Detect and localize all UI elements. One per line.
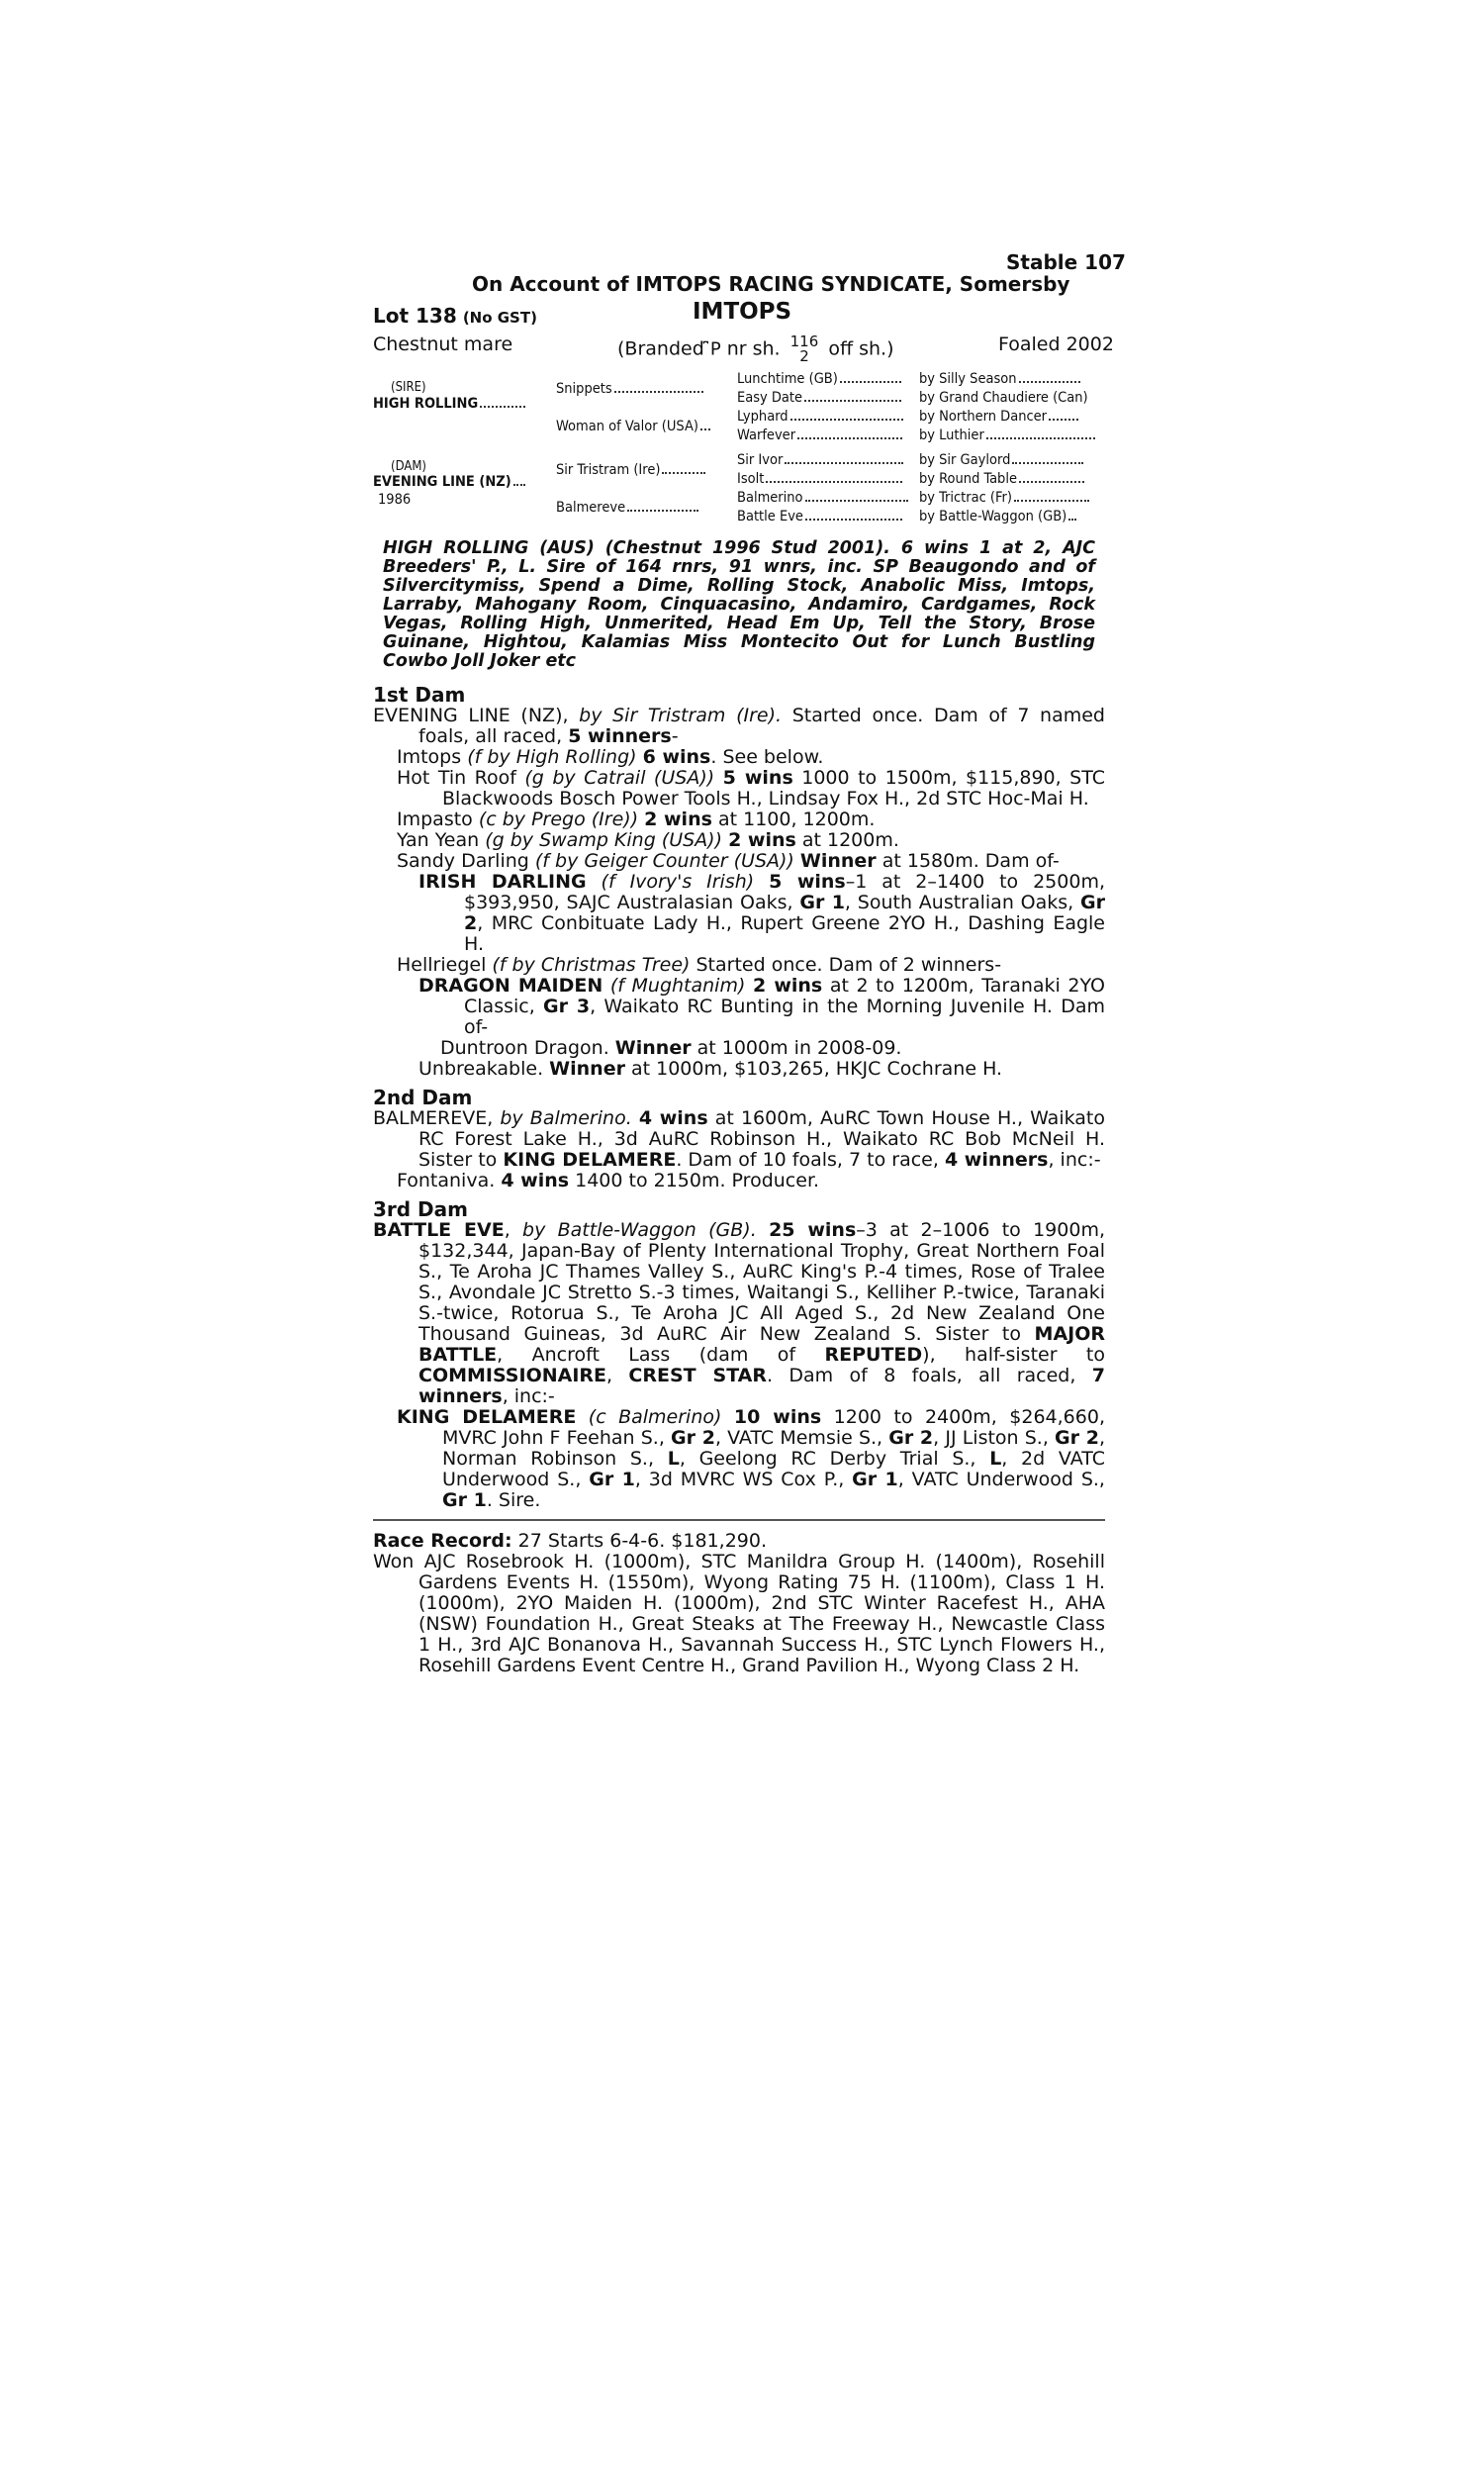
third-dam-rest5: , inc:-	[502, 1385, 555, 1407]
g3-2-dots	[804, 400, 901, 402]
second-dam-text	[373, 1108, 1105, 1171]
king-rest8: , VATC Underwood S.,	[897, 1469, 1105, 1490]
colour-sex: Chestnut mare	[373, 333, 513, 355]
g2-1-text: Snippets	[556, 381, 612, 397]
hot-name: Hot Tin Roof	[397, 767, 516, 789]
g3-4	[737, 426, 902, 446]
second-dam-rest1: at 1600m, AuRC Town House H., Waikato RC Forest Lake H., 3d AuRC Robinson H., Waikato RC Bob McNeil H. Sister to	[418, 1107, 1105, 1171]
dragon-by: (f Mughtanim)	[609, 975, 746, 997]
dragon-gr3: Gr 3	[543, 996, 591, 1017]
stable-number: Stable 107	[1006, 250, 1126, 274]
g4-3	[919, 407, 1078, 428]
second-dam-winners: 4 winners	[944, 1149, 1049, 1171]
king-rest3: , JJ Liston S.,	[933, 1427, 1049, 1449]
sire-notes: HIGH ROLLING (AUS) (Chestnut 1996 Stud 2001). 6 wins 1 at 2, AJC Breeders' P., L. Sire of 164 rnrs, 91 wnrs, inc. SP Beaugondo and of Silvercitymiss, Spend a Dime, Rolling Stock, Anabolic Miss, Imtops, Larraby, Mahogany Room, Cinquacasino, Andamiro, Cardgames, Rock Vegas, Rolling High, Unmerited, Head Em Up, Tell the Story, Brose Guinane, Hightou, Kalamias Miss Montecito Out for Lunch Bustling Cowbo Joll Joker etc	[383, 538, 1095, 671]
king-name: KING DELAMERE	[397, 1406, 577, 1428]
g2-2-dots	[700, 428, 710, 430]
irish-by: (f Ivory's Irish)	[601, 871, 755, 893]
g3-3-dots	[790, 419, 903, 421]
king-gr1a: Gr 1	[589, 1469, 635, 1490]
second-dam-sister: KING DELAMERE	[503, 1149, 677, 1171]
king-rest1: 1200 to 2400m, $264,660, MVRC John F Feehan S.,	[442, 1406, 1105, 1449]
sire-text: HIGH ROLLING	[373, 396, 479, 412]
vendor-line: On Account of IMTOPS RACING SYNDICATE, Somersby	[472, 272, 1070, 296]
g4-5-dots	[1012, 462, 1083, 464]
third-dam-rest1: –3 at 2–1006 to 1900m, $132,344, Japan-Bay of Plenty International Trophy, Great Northern Foal S., Te Aroha JC Thames Valley S., AuRC King's P.-4 times, Rose of Tralee S., Avondale JC Stretto S.-3 times, Waitangi S., Kelliher P.-twice, Taranaki S.-twice, Rotorua S., Te Aroha JC All Aged S., 2d New Zealand One Thousand Guineas, 3d AuRC Air New Zealand S. Sister to	[418, 1219, 1105, 1345]
brand-num-top: 116	[789, 333, 819, 350]
g3-1	[737, 369, 901, 390]
second-dam-heading: 2nd Dam	[373, 1086, 473, 1109]
unbreak-name: Unbreakable.	[418, 1058, 544, 1080]
g4-1-dots	[1019, 381, 1080, 383]
race-record-stats: 27 Starts 6-4-6. $181,290.	[517, 1530, 767, 1552]
g2-3	[556, 460, 705, 481]
hot-wins: 5 wins	[722, 767, 793, 789]
g3-8-text: Battle Eve	[737, 509, 803, 524]
g3-5	[737, 450, 903, 471]
irish-gr1: Gr 1	[799, 892, 845, 913]
third-dam-wins: 25 wins	[769, 1219, 857, 1241]
g3-4-text: Warfever	[737, 428, 796, 443]
imtops-name: Imtops	[397, 746, 462, 768]
third-dam-major: MAJOR BATTLE	[418, 1323, 1105, 1366]
dam-dots	[513, 484, 525, 486]
foal-hellriegel	[373, 955, 1105, 976]
brand-open: (Branded	[617, 337, 704, 360]
third-dam-heading: 3rd Dam	[373, 1197, 468, 1221]
g3-3	[737, 407, 903, 428]
king-rest6: , 2d VATC Underwood S.,	[442, 1448, 1105, 1490]
g4-4	[919, 426, 1095, 446]
third-dam-rest4: . Dam of 8 foals, all raced,	[767, 1365, 1076, 1386]
g4-3-dots	[1049, 419, 1078, 421]
g4-6-text: by Round Table	[919, 471, 1017, 487]
foal-imtops	[373, 747, 1105, 768]
first-dam-heading: 1st Dam	[373, 683, 466, 707]
second-dam-name: BALMEREVE,	[373, 1107, 494, 1129]
g2-2	[556, 417, 710, 437]
brand-num-bottom: 2	[799, 347, 809, 365]
king-wins: 10 wins	[733, 1406, 822, 1428]
second-dam-wins: 4 wins	[638, 1107, 708, 1129]
third-dam-rest2: , Ancroft Lass (dam of	[497, 1344, 796, 1366]
duntroon-wins: Winner	[614, 1037, 692, 1059]
king-l2: L	[989, 1448, 1002, 1470]
king-rest2: , VATC Memsie S.,	[714, 1427, 883, 1449]
hell-name: Hellriegel	[397, 954, 487, 976]
g4-7-text: by Trictrac (Fr)	[919, 490, 1012, 506]
first-dam-name: EVENING LINE (NZ),	[373, 705, 569, 726]
impasto-wins: 2 wins	[644, 809, 712, 830]
unbreak-wins: Winner	[549, 1058, 625, 1080]
section-divider	[373, 1519, 1105, 1521]
king-gr2c: Gr 2	[1055, 1427, 1099, 1449]
g4-6	[919, 469, 1084, 490]
dragon-rest2: , Waikato RC Bunting in the Morning Juvenile H. Dam of-	[464, 996, 1105, 1038]
king-gr1b: Gr 1	[852, 1469, 898, 1490]
sire-dots	[480, 406, 525, 408]
foal-duntroon	[373, 1038, 1105, 1059]
yan-by: (g by Swamp King (USA))	[485, 829, 723, 851]
g3-1-text: Lunchtime (GB)	[737, 371, 838, 387]
dam-text: EVENING LINE (NZ)	[373, 474, 511, 490]
g3-2-text: Easy Date	[737, 390, 803, 406]
g4-1	[919, 369, 1080, 390]
g2-3-dots	[662, 472, 705, 474]
king-gr2b: Gr 2	[888, 1427, 934, 1449]
king-rest7: , 3d MVRC WS Cox P.,	[634, 1469, 845, 1490]
imtops-by: (f by High Rolling)	[467, 746, 637, 768]
impasto-by: (c by Prego (Ire))	[478, 809, 639, 830]
duntroon-name: Duntroon Dragon.	[440, 1037, 609, 1059]
dragon-name: DRAGON MAIDEN	[418, 975, 603, 997]
second-dam-rest3: , inc:-	[1048, 1149, 1101, 1171]
fontaniva-rest: 1400 to 2150m. Producer.	[575, 1170, 820, 1191]
king-rest5: , Geelong RC Derby Trial S.,	[679, 1448, 976, 1470]
king-rest4: , Norman Robinson S.,	[442, 1427, 1106, 1470]
hot-by: (g by Catrail (USA))	[524, 767, 715, 789]
second-dam-by: by Balmerino.	[500, 1107, 632, 1129]
race-record-summary	[373, 1531, 1105, 1552]
third-dam-crest: CREST STAR	[628, 1365, 768, 1386]
g2-2-text: Woman of Valor (USA)	[556, 419, 698, 434]
race-record-label: Race Record:	[373, 1530, 512, 1552]
brand-fraction	[790, 334, 819, 364]
fontaniva-name: Fontaniva.	[397, 1170, 496, 1191]
sandy-rest: at 1580m. Dam of-	[881, 850, 1060, 872]
king-l1: L	[667, 1448, 680, 1470]
sandy-by: (f by Geiger Counter (USA))	[534, 850, 794, 872]
foal-yan-yean	[373, 830, 1105, 851]
g2-4-text: Balmereve	[556, 500, 626, 516]
g4-2: by Grand Chaudiere (Can)	[919, 390, 1088, 406]
foal-irish-darling	[373, 872, 1105, 955]
king-rest9: . Sire.	[486, 1489, 541, 1511]
second-dam-rest2: . Dam of 10 foals, 7 to race,	[676, 1149, 939, 1171]
g3-1-dots	[840, 381, 901, 383]
g3-6	[737, 469, 902, 490]
gst-note: (No GST)	[462, 309, 537, 327]
hell-by: (f by Christmas Tree)	[492, 954, 691, 976]
g4-8-dots	[1068, 519, 1076, 521]
g4-8	[919, 507, 1076, 527]
g3-7-dots	[805, 500, 908, 502]
foal-dragon-maiden	[373, 976, 1105, 1038]
irish-rest1: –1 at 2–1400 to 2500m, $393,950, SAJC Australasian Oaks,	[464, 871, 1105, 913]
g4-7-dots	[1014, 500, 1089, 502]
g2-3-text: Sir Tristram (Ire)	[556, 462, 661, 478]
third-dam-rest3: ), half-sister to	[922, 1344, 1105, 1366]
brand-off: off sh.)	[828, 337, 894, 360]
impasto-rest: at 1100, 1200m.	[717, 809, 876, 830]
g2-4-dots	[627, 510, 698, 512]
g3-6-dots	[766, 481, 902, 483]
third-dam-comm: COMMISSIONAIRE	[418, 1365, 606, 1386]
g4-7	[919, 488, 1089, 509]
g3-4-dots	[797, 437, 902, 439]
king-by: (c Balmerino)	[588, 1406, 722, 1428]
fontaniva-wins: 4 wins	[501, 1170, 570, 1191]
g3-6-text: Isolt	[737, 471, 765, 487]
g4-1-text: by Silly Season	[919, 371, 1017, 387]
dragon-wins: 2 wins	[752, 975, 823, 997]
foaled-year: Foaled 2002	[998, 333, 1114, 355]
dragon-rest1: at 2 to 1200m, Taranaki 2YO Classic,	[464, 975, 1105, 1017]
g4-5	[919, 450, 1083, 471]
third-dam-by: by Battle-Waggon (GB).	[522, 1219, 757, 1241]
sandy-name: Sandy Darling	[397, 850, 529, 872]
third-dam-name: BATTLE EVE	[373, 1219, 505, 1241]
foal-sandy-darling	[373, 851, 1105, 872]
imtops-rest: . See below.	[710, 746, 824, 768]
irish-rest2: , South Australian Oaks,	[844, 892, 1074, 913]
race-record-wins: Won AJC Rosebrook H. (1000m), STC Manildra Group H. (1400m), Rosehill Gardens Events H. (1550m), Wyong Rating 75 H. (1100m), Class 1 H. (1000m), 2YO Maiden H. (1000m), 2nd STC Winter Racefest H., AHA (NSW) Foundation H., Great Steaks at The Freeway H., Newcastle Class 1 H., 3rd AJC Bonanova H., Savannah Success H., STC Lynch Flowers H., Rosehill Gardens Event Centre H., Grand Pavilion H., Wyong Class 2 H.	[373, 1551, 1105, 1676]
yan-rest: at 1200m.	[801, 829, 899, 851]
g2-1	[556, 379, 703, 400]
irish-gr2: Gr 2	[464, 892, 1105, 934]
g3-7	[737, 488, 908, 509]
foal-fontaniva	[373, 1171, 1105, 1191]
brand-mark: ͆P	[709, 338, 721, 360]
g4-4-dots	[986, 437, 1095, 439]
third-dam-reputed: REPUTED	[824, 1344, 923, 1366]
hot-rest: 1000 to 1500m, $115,890, STC Blackwoods Bosch Power Tools H., Lindsay Fox H., 2d STC Hoc-Mai H.	[442, 767, 1105, 809]
g4-4-text: by Luthier	[919, 428, 984, 443]
unbreak-rest: at 1000m, $103,265, HKJC Cochrane H.	[631, 1058, 1003, 1080]
first-dam-end: -	[671, 725, 679, 747]
yan-name: Yan Yean	[397, 829, 480, 851]
king-gr1c: Gr 1	[442, 1489, 487, 1511]
imtops-wins: 6 wins	[642, 746, 711, 768]
dam-year: 1986	[378, 492, 412, 508]
irish-wins: 5 wins	[769, 871, 846, 893]
g3-7-text: Balmerino	[737, 490, 803, 506]
sire-label: (SIRE)	[391, 380, 426, 395]
lot-number: Lot 138	[373, 304, 457, 328]
lot-line	[373, 306, 537, 329]
yan-wins: 2 wins	[728, 829, 796, 851]
irish-name: IRISH DARLING	[418, 871, 587, 893]
g4-8-text: by Battle-Waggon (GB)	[919, 509, 1067, 524]
sire-name	[373, 394, 525, 415]
foal-king-delamere	[373, 1407, 1105, 1511]
g3-5-dots	[785, 462, 903, 464]
first-dam-winners: 5 winners	[568, 725, 672, 747]
horse-name: IMTOPS	[693, 299, 792, 325]
foal-impasto	[373, 809, 1105, 830]
impasto-name: Impasto	[397, 809, 473, 830]
king-gr2a: Gr 2	[671, 1427, 715, 1449]
irish-rest3: , MRC Conbituate Lady H., Rupert Greene 2YO H., Dashing Eagle H.	[464, 912, 1105, 955]
first-dam-by: by Sir Tristram (Ire).	[579, 705, 783, 726]
brand-near: nr sh.	[726, 337, 781, 360]
first-dam-intro	[373, 706, 1105, 747]
g3-2	[737, 388, 901, 409]
g3-8-dots	[805, 519, 902, 521]
g4-3-text: by Northern Dancer	[919, 409, 1048, 425]
foal-unbreakable	[373, 1059, 1105, 1080]
body-text	[373, 539, 1105, 1676]
hell-rest: Started once. Dam of 2 winners-	[696, 954, 1002, 976]
g2-4	[556, 498, 698, 519]
third-dam-winners: 7 winners	[418, 1365, 1105, 1407]
third-dam-text: BATTLE EVE, by Battle-Waggon (GB). 25 wins–3 at 2–1006 to 1900m, $132,344, Japan-Bay of Plenty International Trophy, Great Northern Foal S., Te Aroha JC Thames Valley S., AuRC King's P.-4 times, Rose of Tralee S., Avondale JC Stretto S.-3 times, Waitangi S., Kelliher P.-twice, Taranaki S.-twice, Rotorua S., Te Aroha JC All Aged S., 2d New Zealand One Thousand Guineas, 3d AuRC Air New Zealand S. Sister to MAJOR BATTLE, Ancroft Lass (dam of REPUTED), half-sister to COMMISSIONAIRE, CREST STAR. Dam of 8 foals, all raced, 7 winners, inc:-	[373, 1219, 1105, 1407]
g3-5-text: Sir Ivor	[737, 452, 784, 468]
first-dam-rest: Started once. Dam of 7 named foals, all raced,	[418, 705, 1105, 747]
duntroon-rest: at 1000m in 2008-09.	[696, 1037, 902, 1059]
g4-6-dots	[1019, 481, 1084, 483]
g2-1-dots	[614, 391, 703, 393]
pedigree-table	[373, 369, 1105, 527]
g3-8	[737, 507, 902, 527]
foal-hot-tin-roof	[373, 768, 1105, 809]
dam-label: (DAM)	[391, 459, 426, 474]
brand-description	[617, 334, 893, 364]
g4-5-text: by Sir Gaylord	[919, 452, 1011, 468]
sandy-wins: Winner	[799, 850, 877, 872]
g3-3-text: Lyphard	[737, 409, 788, 425]
